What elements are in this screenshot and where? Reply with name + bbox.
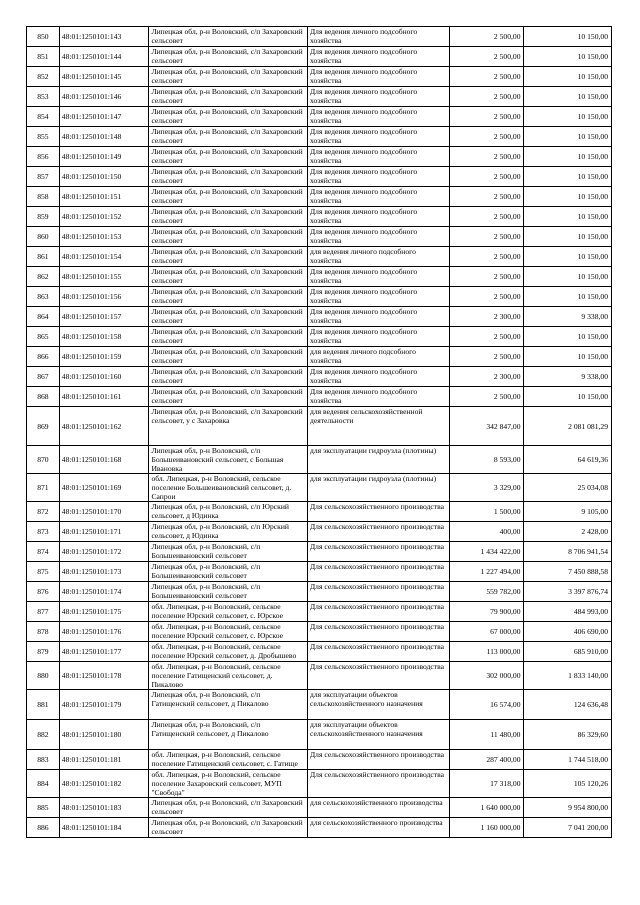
cadastral-number: 48:01:1250101:172: [59, 542, 149, 562]
area-value: 2 500,00: [450, 67, 524, 87]
land-plots-table: [26, 26, 612, 838]
address: Липецкая обл, р-н Воловский, с/п Захаровский сельсовет: [149, 167, 308, 187]
table-row: [27, 47, 612, 67]
address: Липецкая обл, р-н Воловский, с/п Захаровский сельсовет: [149, 307, 308, 327]
address: обл. Липецкая, р-н Воловский, сельское поселение Большеивановский сельсовет, д. Сапрои: [149, 474, 308, 502]
cadastral-cost: 10 150,00: [524, 167, 612, 187]
row-number: 874: [27, 542, 60, 562]
area-value: 8 593,00: [450, 446, 524, 474]
cadastral-cost: 3 397 876,74: [524, 582, 612, 602]
table-row: [27, 770, 612, 798]
permitted-use: для сельскохозяйственного производства: [308, 798, 450, 818]
cadastral-cost: 10 150,00: [524, 127, 612, 147]
cadastral-number: 48:01:1250101:180: [59, 720, 149, 750]
permitted-use: Для сельскохозяйственного производства: [308, 602, 450, 622]
cadastral-cost: 7 041 200,00: [524, 818, 612, 838]
permitted-use: Для сельскохозяйственного производства: [308, 770, 450, 798]
cadastral-number: 48:01:1250101:161: [59, 387, 149, 407]
cadastral-number: 48:01:1250101:152: [59, 207, 149, 227]
cadastral-number: 48:01:1250101:181: [59, 750, 149, 770]
address: Липецкая обл, р-н Воловский, с/п Захаровский сельсовет: [149, 87, 308, 107]
cadastral-number: 48:01:1250101:148: [59, 127, 149, 147]
cadastral-cost: 406 690,00: [524, 622, 612, 642]
cadastral-number: 48:01:1250101:153: [59, 227, 149, 247]
cadastral-cost: 9 338,00: [524, 367, 612, 387]
area-value: 559 782,00: [450, 582, 524, 602]
row-number: 886: [27, 818, 60, 838]
table-row: [27, 582, 612, 602]
cadastral-cost: 2 081 081,29: [524, 407, 612, 446]
cadastral-cost: 10 150,00: [524, 387, 612, 407]
cadastral-cost: 9 954 800,00: [524, 798, 612, 818]
address: Липецкая обл, р-н Воловский, с/п Захаровский сельсовет: [149, 267, 308, 287]
cadastral-cost: 10 150,00: [524, 107, 612, 127]
cadastral-cost: 10 150,00: [524, 207, 612, 227]
row-number: 857: [27, 167, 60, 187]
row-number: 885: [27, 798, 60, 818]
cadastral-cost: 124 636,48: [524, 690, 612, 720]
area-value: 2 500,00: [450, 387, 524, 407]
permitted-use: Для ведения личного подсобного хозяйства: [308, 227, 450, 247]
address: Липецкая обл, р-н Воловский, с/п Захаровский сельсовет: [149, 347, 308, 367]
area-value: 2 500,00: [450, 287, 524, 307]
permitted-use: Для сельскохозяйственного производства: [308, 502, 450, 522]
permitted-use: для ведения личного подсобного хозяйства: [308, 347, 450, 367]
row-number: 875: [27, 562, 60, 582]
table-row: [27, 107, 612, 127]
row-number: 859: [27, 207, 60, 227]
row-number: 852: [27, 67, 60, 87]
area-value: 2 500,00: [450, 327, 524, 347]
area-value: 1 227 494,00: [450, 562, 524, 582]
row-number: 865: [27, 327, 60, 347]
cadastral-number: 48:01:1250101:160: [59, 367, 149, 387]
row-number: 867: [27, 367, 60, 387]
table-row: [27, 207, 612, 227]
row-number: 860: [27, 227, 60, 247]
area-value: 17 318,00: [450, 770, 524, 798]
address: Липецкая обл, р-н Воловский, с/п Гатищенский сельсовет, д Пикалово: [149, 720, 308, 750]
cadastral-number: 48:01:1250101:143: [59, 27, 149, 47]
permitted-use: Для сельскохозяйственного производства: [308, 622, 450, 642]
cadastral-cost: 64 619,36: [524, 446, 612, 474]
row-number: 868: [27, 387, 60, 407]
permitted-use: Для ведения личного подсобного хозяйства: [308, 167, 450, 187]
table-row: [27, 327, 612, 347]
cadastral-number: 48:01:1250101:184: [59, 818, 149, 838]
area-value: 113 000,00: [450, 642, 524, 662]
table-row: [27, 307, 612, 327]
area-value: 2 500,00: [450, 147, 524, 167]
permitted-use: Для сельскохозяйственного производства: [308, 750, 450, 770]
cadastral-cost: 10 150,00: [524, 47, 612, 67]
cadastral-number: 48:01:1250101:170: [59, 502, 149, 522]
row-number: 866: [27, 347, 60, 367]
cadastral-number: 48:01:1250101:176: [59, 622, 149, 642]
table-row: [27, 347, 612, 367]
table-row: [27, 642, 612, 662]
permitted-use: для эксплуатации гидроузла (плотины): [308, 474, 450, 502]
cadastral-cost: 105 120,26: [524, 770, 612, 798]
table-row: [27, 287, 612, 307]
area-value: 2 500,00: [450, 347, 524, 367]
table-row: [27, 662, 612, 690]
cadastral-number: 48:01:1250101:157: [59, 307, 149, 327]
area-value: 2 500,00: [450, 87, 524, 107]
row-number: 873: [27, 522, 60, 542]
row-number: 862: [27, 267, 60, 287]
table-row: [27, 267, 612, 287]
permitted-use: Для ведения личного подсобного хозяйства: [308, 187, 450, 207]
area-value: 2 500,00: [450, 187, 524, 207]
permitted-use: Для ведения личного подсобного хозяйства: [308, 67, 450, 87]
address: Липецкая обл, р-н Воловский, с/п Захаровский сельсовет: [149, 227, 308, 247]
table-row: [27, 690, 612, 720]
cadastral-cost: 10 150,00: [524, 327, 612, 347]
area-value: 1 160 000,00: [450, 818, 524, 838]
area-value: 1 500,00: [450, 502, 524, 522]
address: Липецкая обл, р-н Воловский, с/п Захаровский сельсовет: [149, 247, 308, 267]
cadastral-number: 48:01:1250101:150: [59, 167, 149, 187]
permitted-use: Для ведения личного подсобного хозяйства: [308, 267, 450, 287]
row-number: 850: [27, 27, 60, 47]
cadastral-cost: 10 150,00: [524, 147, 612, 167]
cadastral-cost: 10 150,00: [524, 287, 612, 307]
address: Липецкая обл, р-н Воловский, с/п Захаровский сельсовет: [149, 327, 308, 347]
address: обл. Липецкая, р-н Воловский, сельское поселение Юрский сельсовет, д. Дробышево: [149, 642, 308, 662]
row-number: 872: [27, 502, 60, 522]
permitted-use: Для сельскохозяйственного производства: [308, 522, 450, 542]
permitted-use: Для ведения личного подсобного хозяйства: [308, 387, 450, 407]
cadastral-cost: 86 329,60: [524, 720, 612, 750]
row-number: 880: [27, 662, 60, 690]
area-value: 287 400,00: [450, 750, 524, 770]
cadastral-cost: 25 034,08: [524, 474, 612, 502]
cadastral-number: 48:01:1250101:155: [59, 267, 149, 287]
address: Липецкая обл, р-н Воловский, с/п Юрский сельсовет, д Юдинка: [149, 522, 308, 542]
cadastral-number: 48:01:1250101:174: [59, 582, 149, 602]
table-row: [27, 387, 612, 407]
cadastral-number: 48:01:1250101:156: [59, 287, 149, 307]
cadastral-cost: 10 150,00: [524, 187, 612, 207]
row-number: 883: [27, 750, 60, 770]
table-row: [27, 227, 612, 247]
cadastral-cost: 1 833 140,00: [524, 662, 612, 690]
table-row: [27, 367, 612, 387]
row-number: 861: [27, 247, 60, 267]
table-row: [27, 407, 612, 446]
row-number: 877: [27, 602, 60, 622]
row-number: 854: [27, 107, 60, 127]
cadastral-number: 48:01:1250101:154: [59, 247, 149, 267]
table-row: [27, 474, 612, 502]
permitted-use: Для ведения личного подсобного хозяйства: [308, 107, 450, 127]
table-row: [27, 622, 612, 642]
cadastral-number: 48:01:1250101:177: [59, 642, 149, 662]
address: Липецкая обл, р-н Воловский, с/п Большеивановский сельсовет: [149, 542, 308, 562]
area-value: 2 500,00: [450, 247, 524, 267]
cadastral-cost: 10 150,00: [524, 227, 612, 247]
table-row: [27, 602, 612, 622]
cadastral-cost: 484 993,00: [524, 602, 612, 622]
table-row: [27, 502, 612, 522]
table-row: [27, 167, 612, 187]
area-value: 1 434 422,00: [450, 542, 524, 562]
permitted-use: для сельскохозяйственного производства: [308, 818, 450, 838]
area-value: 67 000,00: [450, 622, 524, 642]
area-value: 400,00: [450, 522, 524, 542]
permitted-use: Для сельскохозяйственного производства: [308, 642, 450, 662]
permitted-use: Для ведения личного подсобного хозяйства: [308, 47, 450, 67]
table-row: [27, 750, 612, 770]
cadastral-number: 48:01:1250101:178: [59, 662, 149, 690]
cadastral-number: 48:01:1250101:173: [59, 562, 149, 582]
address: Липецкая обл, р-н Воловский, с/п Захаровский сельсовет: [149, 127, 308, 147]
row-number: 882: [27, 720, 60, 750]
area-value: 2 500,00: [450, 167, 524, 187]
row-number: 871: [27, 474, 60, 502]
cadastral-number: 48:01:1250101:175: [59, 602, 149, 622]
address: Липецкая обл, р-н Воловский, с/п Захаровский сельсовет: [149, 207, 308, 227]
area-value: 2 300,00: [450, 367, 524, 387]
address: Липецкая обл, р-н Воловский, с/п Юрский сельсовет, д Юдинка: [149, 502, 308, 522]
row-number: 884: [27, 770, 60, 798]
permitted-use: Для ведения личного подсобного хозяйства: [308, 127, 450, 147]
cadastral-number: 48:01:1250101:169: [59, 474, 149, 502]
table-row: [27, 147, 612, 167]
table-body: [27, 27, 612, 838]
cadastral-number: 48:01:1250101:149: [59, 147, 149, 167]
cadastral-number: 48:01:1250101:162: [59, 407, 149, 446]
row-number: 870: [27, 446, 60, 474]
table-row: [27, 127, 612, 147]
table-row: [27, 818, 612, 838]
address: Липецкая обл, р-н Воловский, с/п Захаровский сельсовет: [149, 27, 308, 47]
row-number: 876: [27, 582, 60, 602]
permitted-use: Для ведения личного подсобного хозяйства: [308, 87, 450, 107]
row-number: 864: [27, 307, 60, 327]
area-value: 2 500,00: [450, 227, 524, 247]
permitted-use: Для сельскохозяйственного производства: [308, 562, 450, 582]
permitted-use: Для ведения личного подсобного хозяйства: [308, 207, 450, 227]
cadastral-cost: 10 150,00: [524, 267, 612, 287]
area-value: 342 847,00: [450, 407, 524, 446]
cadastral-number: 48:01:1250101:158: [59, 327, 149, 347]
area-value: 2 500,00: [450, 207, 524, 227]
row-number: 856: [27, 147, 60, 167]
address: Липецкая обл, р-н Воловский, с/п Гатищенский сельсовет, д Пикалово: [149, 690, 308, 720]
cadastral-cost: 2 428,00: [524, 522, 612, 542]
cadastral-cost: 10 150,00: [524, 67, 612, 87]
address: Липецкая обл, р-н Воловский, с/п Большеивановский сельсовет: [149, 562, 308, 582]
area-value: 302 000,00: [450, 662, 524, 690]
address: Липецкая обл, р-н Воловский, с/п Захаровский сельсовет: [149, 107, 308, 127]
table-row: [27, 67, 612, 87]
cadastral-cost: 10 150,00: [524, 247, 612, 267]
cadastral-number: 48:01:1250101:171: [59, 522, 149, 542]
cadastral-number: 48:01:1250101:147: [59, 107, 149, 127]
cadastral-number: 48:01:1250101:159: [59, 347, 149, 367]
cadastral-number: 48:01:1250101:151: [59, 187, 149, 207]
address: обл. Липецкая, р-н Воловский, сельское поселение Гатищенский сельсовет, с. Гатище: [149, 750, 308, 770]
address: обл. Липецкая, р-н Воловский, сельское поселение Захаровский сельсовет, МУП "Свобода": [149, 770, 308, 798]
row-number: 878: [27, 622, 60, 642]
table-row: [27, 87, 612, 107]
address: Липецкая обл, р-н Воловский, с/п Захаровский сельсовет: [149, 818, 308, 838]
area-value: 3 329,00: [450, 474, 524, 502]
table-row: [27, 798, 612, 818]
cadastral-number: 48:01:1250101:168: [59, 446, 149, 474]
area-value: 1 640 000,00: [450, 798, 524, 818]
row-number: 853: [27, 87, 60, 107]
permitted-use: Для сельскохозяйственного производства: [308, 542, 450, 562]
cadastral-number: 48:01:1250101:183: [59, 798, 149, 818]
permitted-use: для эксплуатации объектов сельскохозяйственного назначения: [308, 720, 450, 750]
cadastral-number: 48:01:1250101:145: [59, 67, 149, 87]
area-value: 2 500,00: [450, 107, 524, 127]
area-value: 16 574,00: [450, 690, 524, 720]
area-value: 2 500,00: [450, 267, 524, 287]
address: Липецкая обл, р-н Воловский, с/п Захаровский сельсовет: [149, 147, 308, 167]
row-number: 879: [27, 642, 60, 662]
cadastral-number: 48:01:1250101:182: [59, 770, 149, 798]
cadastral-cost: 10 150,00: [524, 347, 612, 367]
address: обл. Липецкая, р-н Воловский, сельское поселение Гатищенский сельсовет, д. Пикалово: [149, 662, 308, 690]
cadastral-number: 48:01:1250101:179: [59, 690, 149, 720]
area-value: 2 500,00: [450, 27, 524, 47]
permitted-use: Для сельскохозяйственного производства: [308, 582, 450, 602]
table-row: [27, 187, 612, 207]
area-value: 79 900,00: [450, 602, 524, 622]
area-value: 2 500,00: [450, 47, 524, 67]
address: Липецкая обл, р-н Воловский, с/п Захаровский сельсовет: [149, 287, 308, 307]
permitted-use: для эксплуатации гидроузла (плотины): [308, 446, 450, 474]
permitted-use: Для сельскохозяйственного производства: [308, 662, 450, 690]
address: Липецкая обл, р-н Воловский, с/п Большеивановский сельсовет: [149, 582, 308, 602]
address: Липецкая обл, р-н Воловский, с/п Захаровский сельсовет, у с Захаровка: [149, 407, 308, 446]
cadastral-cost: 7 450 888,58: [524, 562, 612, 582]
row-number: 858: [27, 187, 60, 207]
row-number: 869: [27, 407, 60, 446]
address: Липецкая обл, р-н Воловский, с/п Захаровский сельсовет: [149, 367, 308, 387]
table-row: [27, 522, 612, 542]
table-row: [27, 542, 612, 562]
permitted-use: для эксплуатации объектов сельскохозяйственного назначения: [308, 690, 450, 720]
area-value: 2 500,00: [450, 127, 524, 147]
address: Липецкая обл, р-н Воловский, с/п Большеивановский сельсовет, с Большая Ивановка: [149, 446, 308, 474]
permitted-use: Для ведения личного подсобного хозяйства: [308, 147, 450, 167]
table-row: [27, 562, 612, 582]
table-row: [27, 720, 612, 750]
area-value: 11 480,00: [450, 720, 524, 750]
permitted-use: Для ведения личного подсобного хозяйства: [308, 27, 450, 47]
address: Липецкая обл, р-н Воловский, с/п Захаровский сельсовет: [149, 387, 308, 407]
address: Липецкая обл, р-н Воловский, с/п Захаровский сельсовет: [149, 798, 308, 818]
cadastral-cost: 9 338,00: [524, 307, 612, 327]
cadastral-cost: 10 150,00: [524, 87, 612, 107]
address: Липецкая обл, р-н Воловский, с/п Захаровский сельсовет: [149, 47, 308, 67]
permitted-use: Для ведения личного подсобного хозяйства: [308, 307, 450, 327]
permitted-use: Для ведения личного подсобного хозяйства: [308, 327, 450, 347]
permitted-use: Для ведения личного подсобного хозяйства: [308, 287, 450, 307]
cadastral-cost: 9 105,00: [524, 502, 612, 522]
area-value: 2 300,00: [450, 307, 524, 327]
permitted-use: Для ведения личного подсобного хозяйства: [308, 367, 450, 387]
cadastral-number: 48:01:1250101:144: [59, 47, 149, 67]
address: Липецкая обл, р-н Воловский, с/п Захаровский сельсовет: [149, 67, 308, 87]
table-row: [27, 27, 612, 47]
cadastral-cost: 8 706 941,54: [524, 542, 612, 562]
permitted-use: для ведения сельскохозяйственной деятельности: [308, 407, 450, 446]
row-number: 881: [27, 690, 60, 720]
cadastral-cost: 685 910,00: [524, 642, 612, 662]
address: обл. Липецкая, р-н Воловский, сельское поселение Юрский сельсовет, с. Юрское: [149, 622, 308, 642]
address: обл. Липецкая, р-н Воловский, сельское поселение Юрский сельсовет, с. Юрское: [149, 602, 308, 622]
cadastral-cost: 10 150,00: [524, 27, 612, 47]
table-row: [27, 247, 612, 267]
cadastral-number: 48:01:1250101:146: [59, 87, 149, 107]
address: Липецкая обл, р-н Воловский, с/п Захаровский сельсовет: [149, 187, 308, 207]
permitted-use: для ведения личного подсобного хозяйства: [308, 247, 450, 267]
row-number: 855: [27, 127, 60, 147]
table-row: [27, 446, 612, 474]
row-number: 851: [27, 47, 60, 67]
row-number: 863: [27, 287, 60, 307]
cadastral-cost: 1 744 518,00: [524, 750, 612, 770]
